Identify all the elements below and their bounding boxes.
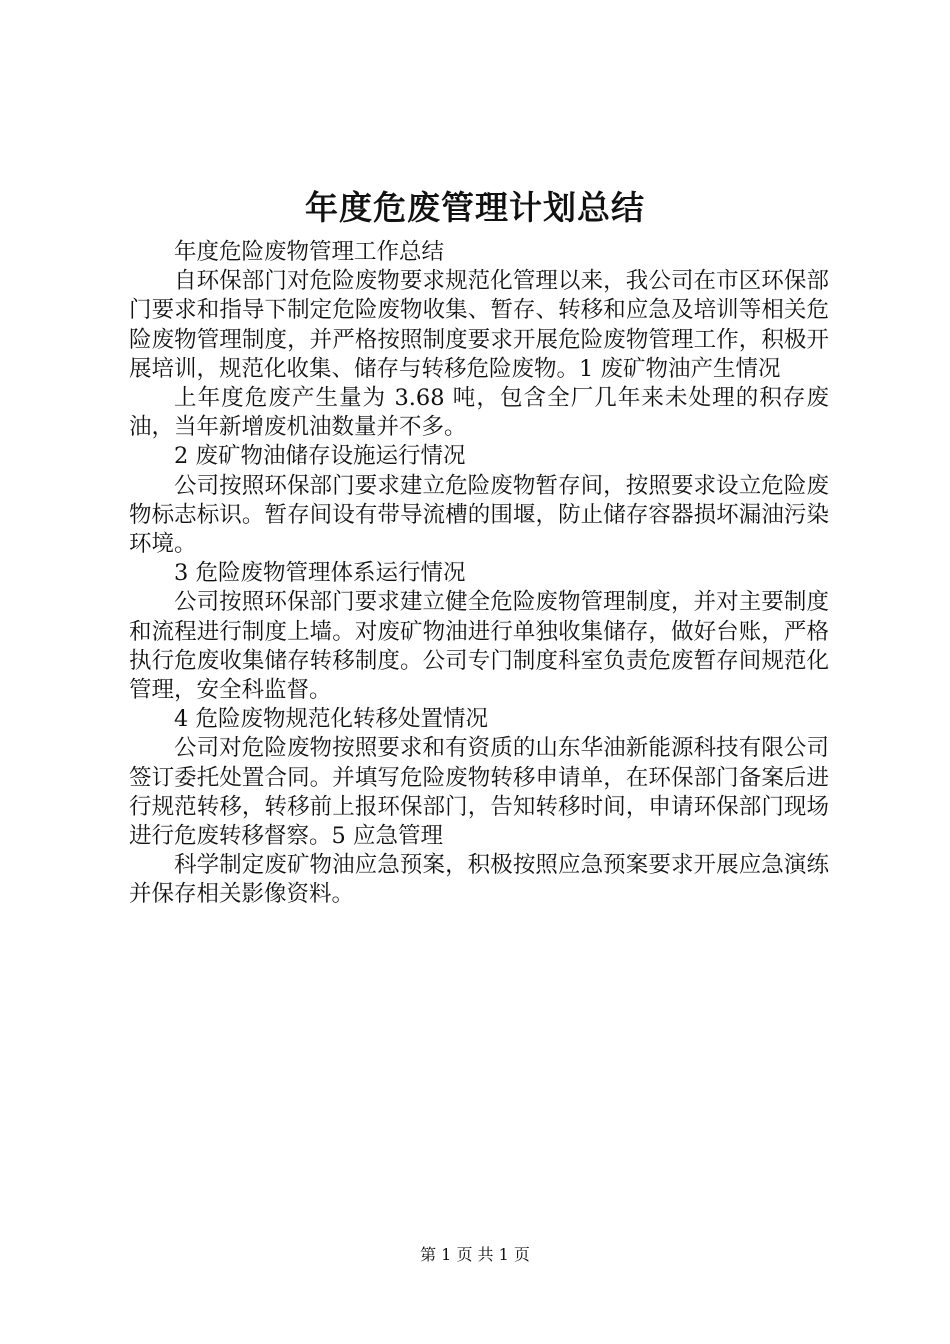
storage-paragraph: 公司按照环保部门要求建立危险废物暂存间，按照要求设立危险废物标志标识。暂存间设有带导流槽的围堰，防止储存容器损坏漏油污染环境。	[129, 472, 829, 558]
emergency-paragraph: 科学制定废矿物油应急预案，积极按照应急预案要求开展应急演练并保存相关影像资料。	[129, 852, 829, 908]
system-heading: 3 危险废物管理体系运行情况	[174, 560, 466, 587]
summary-heading: 年度危险废物管理工作总结	[174, 239, 445, 265]
page-footer: 第 1 页 共 1 页	[420, 1245, 530, 1264]
waste-generation-paragraph: 上年度危废产生量为 3.68 吨，包含全厂几年来未处理的积存废油，当年新增废机油数量并不多。	[129, 385, 829, 441]
document-body	[129, 238, 829, 910]
transfer-heading: 4 危险废物规范化转移处置情况	[174, 706, 488, 733]
transfer-paragraph: 公司对危险废物按照要求和有资质的山东华油新能源科技有限公司签订委托处置合同。并填写危险废物转移申请单，在环保部门备案后进行规范转移，转移前上报环保部门，告知转移时间，申请环保部门现场进行危废转移督察。5 应急管理	[129, 735, 829, 850]
storage-heading: 2 废矿物油储存设施运行情况	[174, 443, 466, 470]
system-paragraph: 公司按照环保部门要求建立健全危险废物管理制度，并对主要制度和流程进行制度上墙。对废矿物油进行单独收集储存，做好台账，严格执行危废收集储存转移制度。公司专门制度科室负责危废暂存间规范化管理，安全科监督。	[129, 589, 829, 704]
intro-paragraph: 自环保部门对危险废物要求规范化管理以来，我公司在市区环保部门要求和指导下制定危险废物收集、暂存、转移和应急及培训等相关危险废物管理制度，并严格按照制度要求开展危险废物管理工作，积极开展培训，规范化收集、储存与转移危险废物。1 废矿物油产生情况	[129, 268, 829, 382]
page-title: 年度危废管理计划总结	[305, 188, 645, 227]
